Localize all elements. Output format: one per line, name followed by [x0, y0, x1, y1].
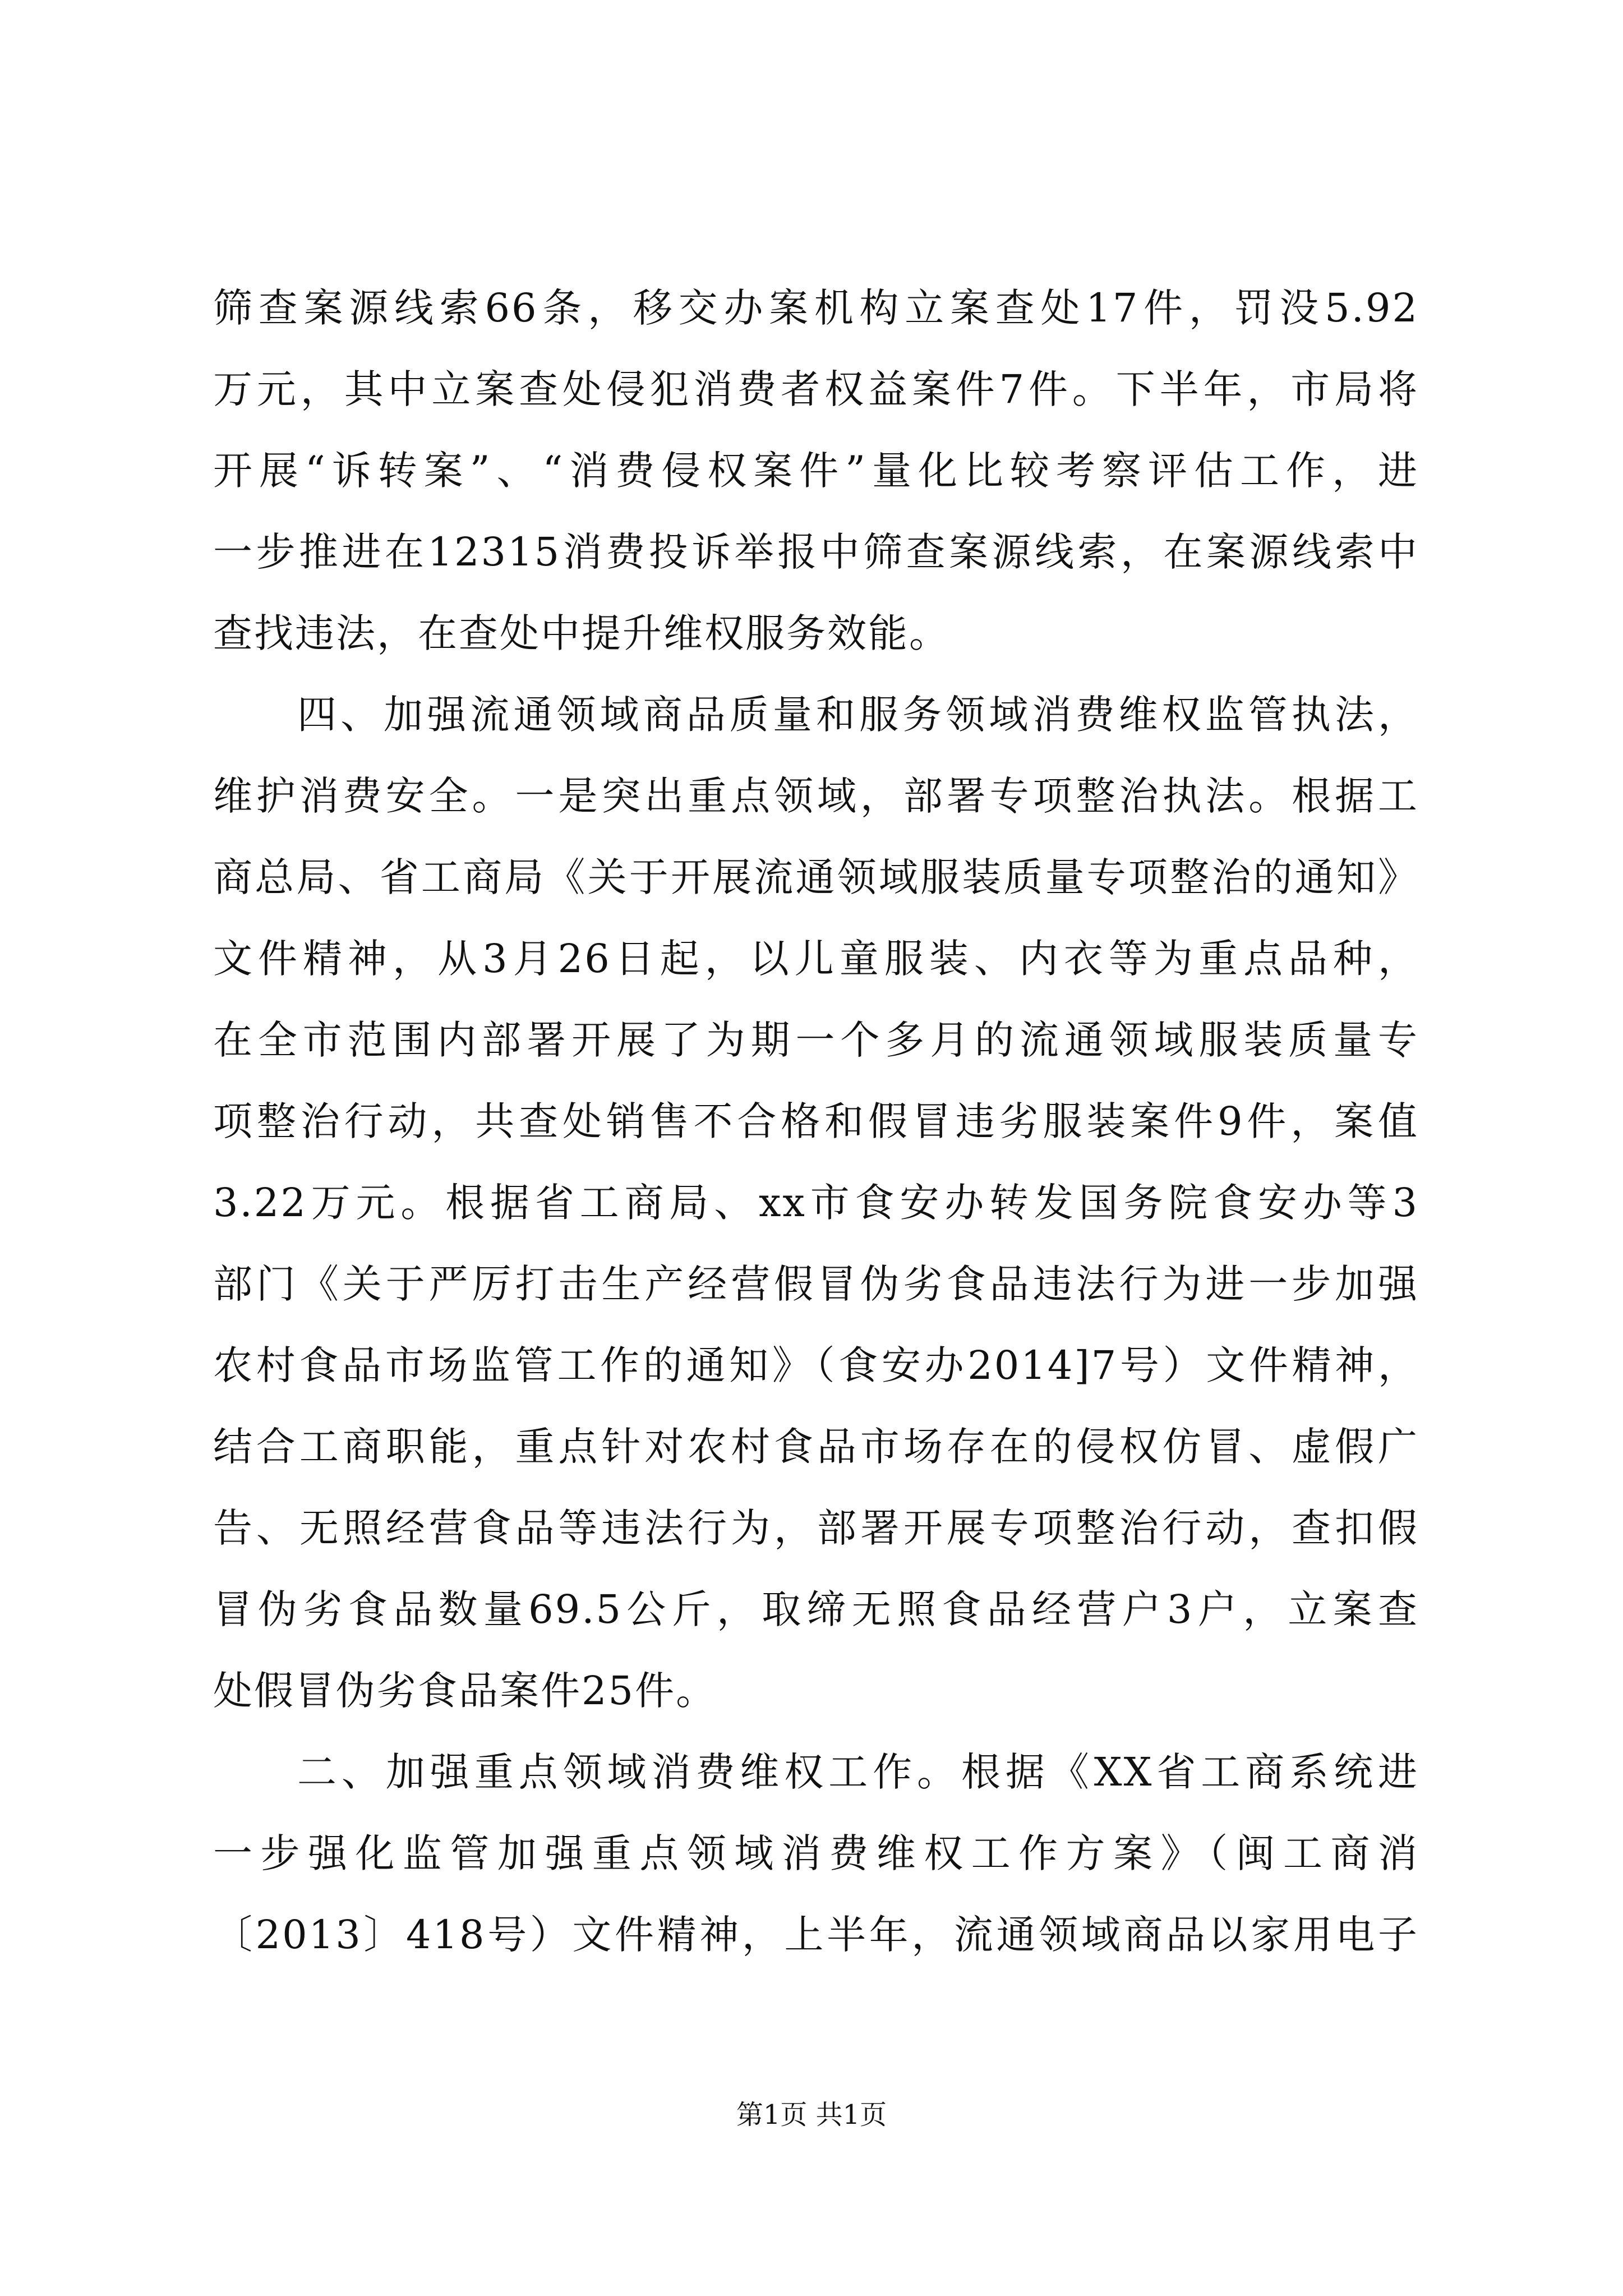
- text-line: 冒伪劣食品数量69.5公斤，取缔无照食品经营户3户，立案查: [213, 1586, 1419, 1632]
- text-line: 四、加强流通领域商品质量和服务领域消费维权监管执法，: [297, 692, 1419, 738]
- text-line: 农村食品市场监管工作的通知》（食安办2014]7号）文件精神，: [213, 1342, 1419, 1388]
- text-line: 商总局、省工商局《关于开展流通领域服装质量专项整治的通知》: [213, 854, 1419, 900]
- text-line: 开展“诉转案”、“消费侵权案件”量化比较考察评估工作，进: [213, 448, 1419, 494]
- text-line: 处假冒伪劣食品案件25件。: [213, 1668, 717, 1714]
- page-footer: 第1页 共1页: [736, 2099, 887, 2131]
- text-line: 一步强化监管加强重点领域消费维权工作方案》（闽工商消: [213, 1830, 1419, 1876]
- text-line: 3.22万元。根据省工商局、xx市食安办转发国务院食安办等3: [213, 1180, 1419, 1226]
- text-line: 查找违法，在查处中提升维权服务效能。: [213, 610, 950, 656]
- text-line: 项整治行动，共查处销售不合格和假冒违劣服装案件9件，案值: [213, 1098, 1419, 1144]
- text-line: 部门《关于严厉打击生产经营假冒伪劣食品违法行为进一步加强: [213, 1261, 1419, 1307]
- text-line: 〔2013〕418号）文件精神，上半年，流通领域商品以家用电子: [213, 1912, 1419, 1958]
- text-line: 告、无照经营食品等违法行为，部署开展专项整治行动，查扣假: [213, 1505, 1419, 1551]
- text-line: 维护消费安全。一是突出重点领域，部署专项整治执法。根据工: [213, 773, 1419, 819]
- text-line: 筛查案源线索66条，移交办案机构立案查处17件，罚没5.92: [213, 285, 1419, 331]
- text-line: 文件精神，从3月26日起，以儿童服装、内衣等为重点品种，: [213, 936, 1419, 982]
- text-line: 二、加强重点领域消费维权工作。根据《XX省工商系统进: [297, 1749, 1419, 1795]
- text-line: 在全市范围内部署开展了为期一个多月的流通领域服装质量专: [213, 1017, 1419, 1063]
- text-line: 结合工商职能，重点针对农村食品市场存在的侵权仿冒、虚假广: [213, 1424, 1419, 1470]
- body-text: [213, 268, 1419, 1976]
- text-line: 万元，其中立案查处侵犯消费者权益案件7件。下半年，市局将: [213, 366, 1419, 412]
- text-line: 一步推进在12315消费投诉举报中筛查案源线索，在案源线索中: [213, 529, 1419, 575]
